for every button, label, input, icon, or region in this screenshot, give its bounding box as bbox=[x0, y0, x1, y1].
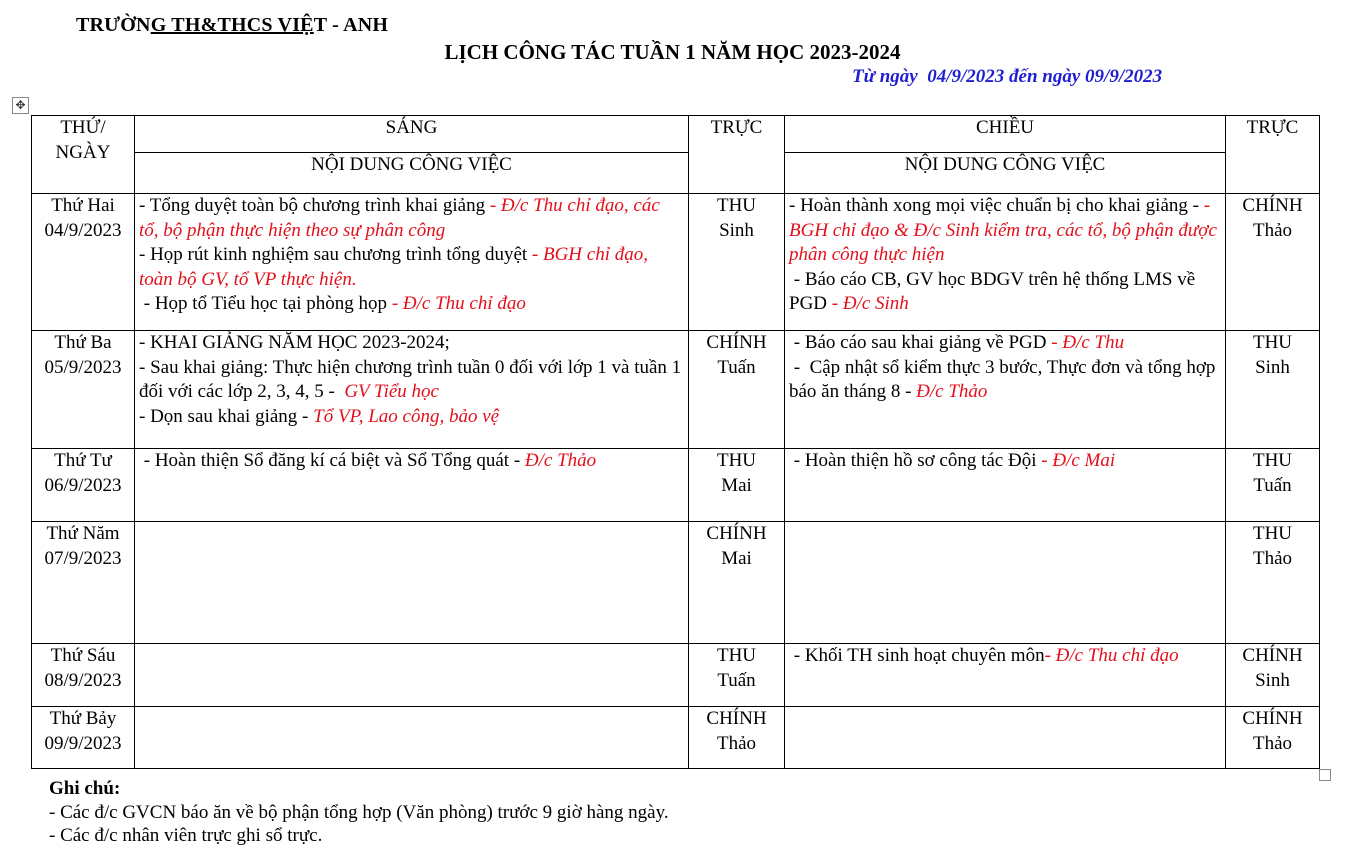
task-text: - Hoàn thiện Sổ đăng kí cá biệt và Sổ Tổng quát - bbox=[139, 450, 525, 471]
afternoon-duty-cell bbox=[1226, 644, 1320, 707]
task-line bbox=[789, 644, 1221, 669]
afternoon-content-cell bbox=[785, 194, 1226, 331]
day-date: 06/9/2023 bbox=[44, 474, 122, 496]
move-icon[interactable]: ✥ bbox=[12, 97, 29, 114]
day-cell bbox=[32, 331, 135, 449]
day-date: 09/9/2023 bbox=[44, 732, 122, 754]
duty-person: Sinh bbox=[719, 219, 754, 241]
resize-handle-icon[interactable] bbox=[1319, 769, 1331, 781]
day-name: Thứ Tư bbox=[54, 450, 112, 471]
duty-person: Thảo bbox=[1252, 732, 1293, 754]
morning-content-cell bbox=[135, 449, 689, 522]
notes-title: Ghi chú: bbox=[49, 778, 121, 799]
duty-person: Tuấn bbox=[717, 356, 756, 378]
day-name: Thứ Sáu bbox=[50, 645, 116, 666]
afternoon-duty-cell bbox=[1226, 707, 1320, 769]
day-name: Thứ Năm bbox=[46, 523, 120, 544]
duty-role: THU bbox=[716, 450, 757, 471]
day-cell bbox=[32, 449, 135, 522]
task-text: - Hoàn thiện hồ sơ công tác Đội bbox=[789, 450, 1042, 471]
header-morning-content: NỘI DUNG CÔNG VIỆC bbox=[135, 153, 689, 194]
task-text: - Báo cáo sau khai giảng về PGD bbox=[789, 332, 1052, 353]
duty-person: Sinh bbox=[1255, 356, 1290, 378]
table-row bbox=[32, 522, 1320, 644]
duty-role: THU bbox=[1252, 523, 1293, 544]
duty-role: THU bbox=[716, 195, 757, 216]
afternoon-duty-cell bbox=[1226, 331, 1320, 449]
duty-person: Mai bbox=[721, 547, 752, 569]
afternoon-content-cell bbox=[785, 449, 1226, 522]
table-row bbox=[32, 644, 1320, 707]
morning-content-cell bbox=[135, 522, 689, 644]
morning-content-cell bbox=[135, 644, 689, 707]
task-line bbox=[789, 331, 1221, 356]
header-afternoon: CHIỀU bbox=[785, 116, 1226, 153]
task-text: - Dọn sau khai giảng - bbox=[139, 405, 314, 427]
task-assignee: - BGH chỉ đạo & Đ/c Sinh kiểm tra, các tổ, bộ phận được phân công thực hiện bbox=[789, 195, 1217, 265]
morning-duty-cell bbox=[689, 522, 785, 644]
morning-duty-cell bbox=[689, 707, 785, 769]
afternoon-content-cell bbox=[785, 331, 1226, 449]
duty-person: Thảo bbox=[716, 732, 757, 754]
task-line bbox=[789, 449, 1221, 474]
duty-person: Mai bbox=[721, 474, 752, 496]
duty-role: CHÍNH bbox=[706, 332, 767, 353]
task-line bbox=[139, 449, 684, 474]
day-cell bbox=[32, 707, 135, 769]
schedule-table bbox=[31, 115, 1320, 769]
table-row bbox=[32, 194, 1320, 331]
table-row bbox=[32, 449, 1320, 522]
school-name-part: TRƯỜN bbox=[76, 14, 151, 36]
task-line bbox=[139, 405, 684, 430]
table-row bbox=[32, 707, 1320, 769]
morning-content-cell bbox=[135, 331, 689, 449]
task-text: - Sau khai giảng: Thực hiện chương trình tuần 0 đối với lớp 1 và tuần 1 đối với các lớp 2, 3, 4, 5 - bbox=[139, 356, 686, 402]
header-afternoon-duty: TRỰC bbox=[1226, 116, 1320, 194]
header-morning: SÁNG bbox=[135, 116, 689, 153]
day-cell bbox=[32, 644, 135, 707]
school-name-underlined: G TH&THCS VIỆ bbox=[150, 14, 314, 36]
day-name: Thứ Ba bbox=[54, 332, 112, 353]
task-assignee: - Đ/c Thu chỉ đạo bbox=[391, 293, 526, 314]
task-assignee: Đ/c Thảo bbox=[916, 381, 988, 402]
day-name: Thứ Hai bbox=[51, 195, 115, 216]
task-text: - KHAI GIẢNG NĂM HỌC 2023-2024; bbox=[139, 332, 450, 353]
afternoon-duty-cell bbox=[1226, 194, 1320, 331]
task-assignee: - Đ/c Thu chỉ đạo bbox=[1044, 645, 1179, 666]
task-text: - Họp tổ Tiểu học tại phòng họp bbox=[139, 293, 392, 314]
task-assignee: Đ/c Thảo bbox=[524, 450, 597, 471]
duty-role: CHÍNH bbox=[1242, 195, 1303, 216]
afternoon-content-cell bbox=[785, 644, 1226, 707]
school-name-part: T - ANH bbox=[313, 14, 389, 36]
task-line bbox=[139, 356, 684, 405]
morning-content-cell bbox=[135, 707, 689, 769]
duty-person: Thảo bbox=[1252, 219, 1293, 241]
school-name bbox=[76, 14, 388, 37]
day-date: 05/9/2023 bbox=[44, 356, 122, 378]
morning-duty-cell bbox=[689, 644, 785, 707]
morning-duty-cell bbox=[689, 331, 785, 449]
morning-content-cell bbox=[135, 194, 689, 331]
duty-role: CHÍNH bbox=[1242, 645, 1303, 666]
task-line bbox=[789, 194, 1221, 268]
duty-role: CHÍNH bbox=[1242, 708, 1303, 729]
task-assignee: - Đ/c Sinh bbox=[831, 293, 909, 314]
header-day: THỨ/ NGÀY bbox=[32, 116, 135, 194]
day-date: 04/9/2023 bbox=[44, 219, 122, 241]
task-line bbox=[139, 331, 684, 356]
morning-duty-cell bbox=[689, 449, 785, 522]
task-text: - Khối TH sinh hoạt chuyên môn bbox=[789, 645, 1045, 666]
task-line bbox=[139, 194, 684, 243]
duty-role: THU bbox=[1252, 332, 1293, 353]
day-cell bbox=[32, 194, 135, 331]
task-assignee: GV Tiểu học bbox=[344, 381, 439, 402]
afternoon-content-cell bbox=[785, 522, 1226, 644]
task-assignee: - Đ/c Thu chỉ đạo, các tổ, bộ phận thực hiện theo sự phân công bbox=[139, 195, 660, 241]
header-afternoon-content: NỘI DUNG CÔNG VIỆC bbox=[785, 153, 1226, 194]
task-line bbox=[139, 243, 684, 292]
duty-person: Tuấn bbox=[717, 669, 756, 691]
task-text: - Báo cáo CB, GV học BDGV trên hệ thống LMS về PGD bbox=[789, 268, 1200, 314]
day-date: 07/9/2023 bbox=[44, 547, 122, 569]
task-line bbox=[789, 268, 1221, 317]
task-text: - Tổng duyệt toàn bộ chương trình khai giảng bbox=[139, 195, 490, 216]
task-line bbox=[139, 292, 684, 317]
afternoon-duty-cell bbox=[1226, 522, 1320, 644]
day-date: 08/9/2023 bbox=[44, 669, 122, 691]
note-item: - Các đ/c nhân viên trực ghi sổ trực. bbox=[49, 825, 323, 846]
duty-role: CHÍNH bbox=[706, 708, 767, 729]
task-line bbox=[789, 356, 1221, 405]
task-assignee: - Đ/c Thu bbox=[1051, 332, 1125, 353]
day-cell bbox=[32, 522, 135, 644]
task-text: - Cập nhật sổ kiểm thực 3 bước, Thực đơn và tổng hợp báo ăn tháng 8 - bbox=[789, 356, 1221, 402]
duty-role: THU bbox=[1252, 450, 1293, 471]
duty-person: Thảo bbox=[1252, 547, 1293, 569]
duty-person: Tuấn bbox=[1253, 474, 1292, 496]
task-assignee: - Đ/c Mai bbox=[1041, 450, 1116, 471]
note-item: - Các đ/c GVCN báo ăn về bộ phận tổng hợp (Văn phòng) trước 9 giờ hàng ngày. bbox=[49, 801, 669, 823]
task-assignee: Tổ VP, Lao công, bảo vệ bbox=[313, 405, 500, 427]
task-text: - Họp rút kinh nghiệm sau chương trình tổng duyệt bbox=[139, 244, 532, 265]
duty-person: Sinh bbox=[1255, 669, 1290, 691]
duty-role: THU bbox=[716, 645, 757, 666]
notes-section bbox=[49, 777, 669, 848]
task-assignee: - BGH chỉ đạo, toàn bộ GV, tổ VP thực hiện. bbox=[139, 244, 648, 290]
date-range: Từ ngày 04/9/2023 đến ngày 09/9/2023 bbox=[852, 66, 1163, 87]
document-title: LỊCH CÔNG TÁC TUẦN 1 NĂM HỌC 2023-2024 bbox=[444, 40, 901, 64]
afternoon-content-cell bbox=[785, 707, 1226, 769]
task-text: - Hoàn thành xong mọi việc chuẩn bị cho khai giảng - bbox=[789, 195, 1204, 216]
morning-duty-cell bbox=[689, 194, 785, 331]
duty-role: CHÍNH bbox=[706, 523, 767, 544]
header-morning-duty: TRỰC bbox=[689, 116, 785, 194]
afternoon-duty-cell bbox=[1226, 449, 1320, 522]
table-row bbox=[32, 331, 1320, 449]
day-name: Thứ Bảy bbox=[49, 708, 117, 729]
